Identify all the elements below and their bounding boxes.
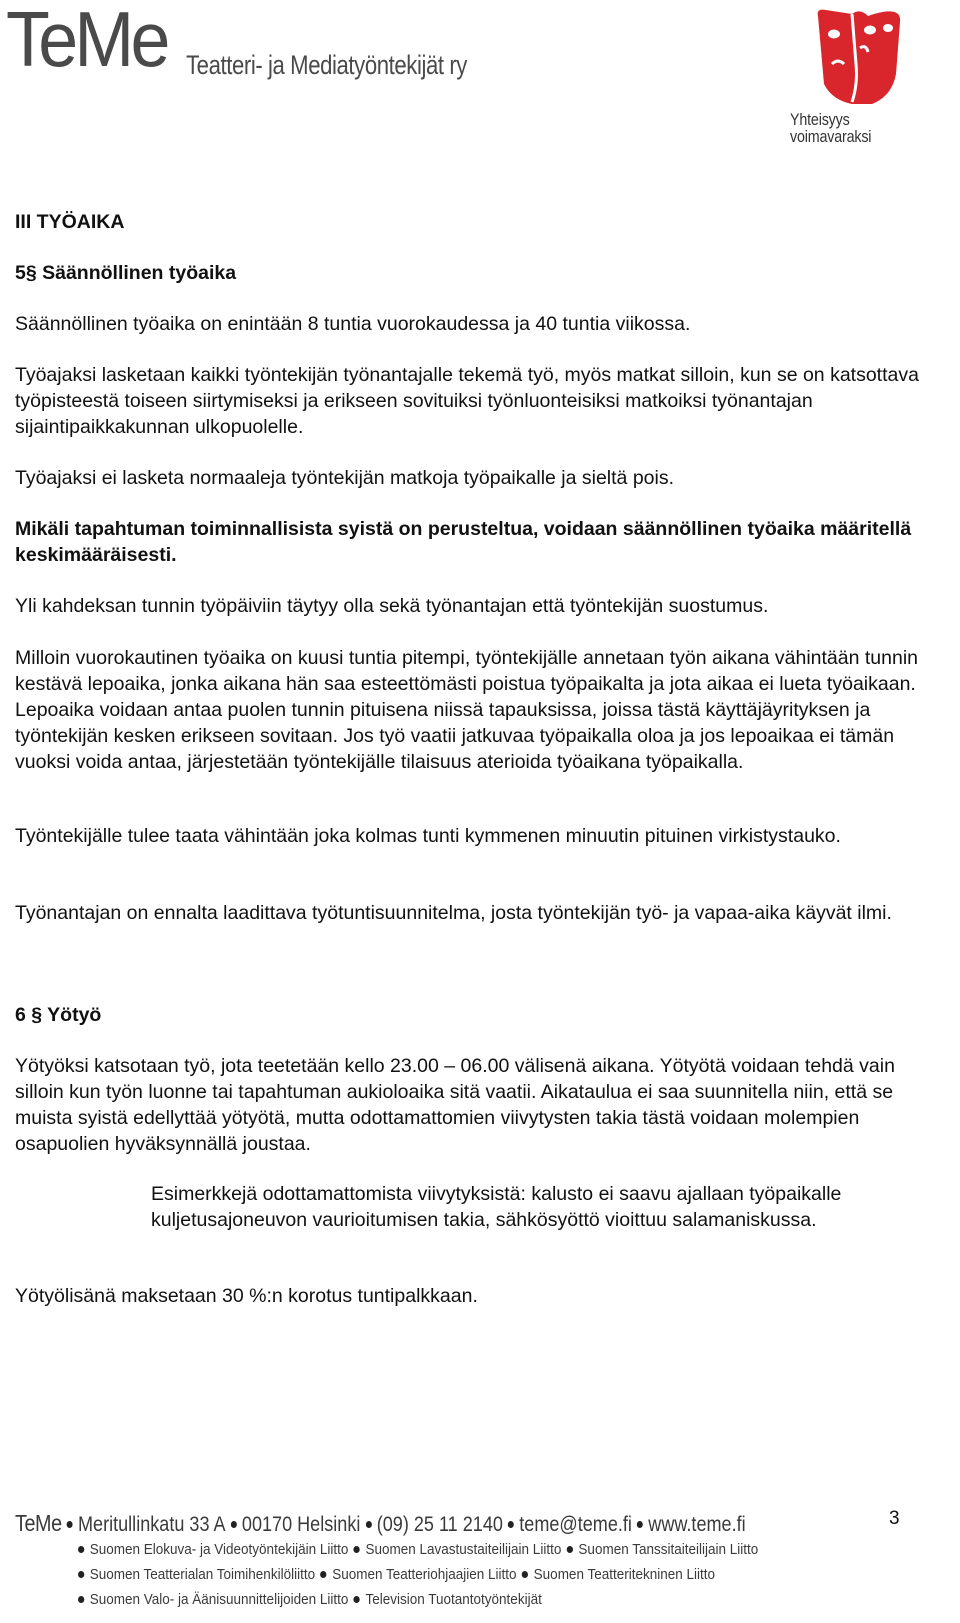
paragraph-5-text-5: Yli kahdeksan tunnin työpäiviin täytyy olla sekä työnantajan että työntekijän suostumus.: [15, 595, 769, 617]
footer-unions-line-1: [78, 1542, 758, 1557]
paragraph-6-text-2: Yötyölisänä maksetaan 30 %:n korotus tuntipalkkaan.: [15, 1285, 478, 1307]
footer-brand: TeMe: [15, 1510, 62, 1536]
teme-logo-wordmark: TeMe: [6, 0, 167, 83]
paragraph-5-text-8: Työnantajan on ennalta laadittava työtuntisuunnitelma, josta työntekijän työ- ja vapaa-aika käyvät ilmi.: [15, 902, 892, 924]
theatre-masks-emblem-icon: [812, 4, 906, 108]
paragraph-5-title: 5§ Säännöllinen työaika: [15, 262, 237, 284]
footer-phone: (09) 25 11 2140: [376, 1513, 503, 1536]
paragraph-5-text-7: Työntekijälle tulee taata vähintään joka kolmas tunti kymmenen minuutin pituinen virkistystauko.: [15, 825, 841, 847]
bullet-icon: [67, 1521, 73, 1528]
footer-email[interactable]: teme@teme.fi: [519, 1513, 632, 1536]
paragraph-6-text-1: Yötyöksi katsotaan työ, jota teetetään kello 23.00 – 06.00 välisenä aikana. Yötyötä voidaan tehdä vain silloin kun työn luonne tai tapahtuman aukioloaika sitä vaatii. Aikataulua ei saa suunnitella niin, että se muista syistä edellyttää yötyötä, mutta odottamattomien viivytysten takia tästä voidaan molempien osapuolien hyväksynnällä joustaa.: [15, 1055, 895, 1155]
union-name: Suomen Tanssitaiteilijain Liitto: [578, 1541, 759, 1558]
union-name: Suomen Lavastustaiteilijain Liitto: [365, 1541, 562, 1558]
paragraph-6-title: 6 § Yötyö: [15, 1004, 102, 1026]
footer-unions-line-2: [78, 1567, 715, 1582]
bullet-icon: [366, 1521, 372, 1528]
page-number: 3: [889, 1508, 900, 1529]
union-name: Suomen Teatterialan Toimihenkilöliitto: [89, 1566, 316, 1583]
footer-postal: 00170 Helsinki: [241, 1513, 361, 1536]
footer-address: Meritullinkatu 33 A: [77, 1513, 226, 1536]
union-name: Suomen Elokuva- ja Videotyöntekijäin Liitto: [89, 1541, 349, 1558]
section-heading: III TYÖAIKA: [15, 211, 125, 233]
bullet-icon: [354, 1596, 360, 1603]
footer-contact-line: [15, 1512, 746, 1535]
paragraph-5-text-2: Työajaksi lasketaan kaikki työntekijän työnantajalle tekemä työ, myös matkat silloin, kun se on katsottava työpisteestä toiseen siirtymiseksi ja erikseen sovituiksi työnluonteisiksi matkoiksi työnantajan sijaintipaikkakunnan ulkopuolelle.: [15, 364, 919, 438]
bullet-icon: [78, 1546, 84, 1553]
union-name: Suomen Valo- ja Äänisuunnittelijoiden Liitto: [89, 1591, 349, 1608]
paragraph-5-text-3: Työajaksi ei lasketa normaaleja työntekijän matkoja työpaikalle ja sieltä pois.: [15, 467, 675, 489]
bullet-icon: [637, 1521, 643, 1528]
footer-web[interactable]: www.teme.fi: [648, 1513, 746, 1536]
bullet-icon: [320, 1571, 326, 1578]
union-name: Suomen Teatteritekninen Liitto: [533, 1566, 716, 1583]
bullet-icon: [508, 1521, 514, 1528]
paragraph-5-text-6: Milloin vuorokautinen työaika on kuusi tuntia pitempi, työntekijälle annetaan työn aikana vähintään tunnin kestävä lepoaika, jonka aikana hän saa esteettömästi poistua työpaikalta ja jota aikaa ei lueta työaikaan. Lepoaika voidaan antaa puolen tunnin pituisena niissä tapauksissa, joissa tästä käyttäjäyrityksen ja työntekijän kesken erikseen sovitaan. Jos työ vaatii jatkuvaa työpaikalla oloa ja jos lepoaikaa ei tämän vuoksi voida antaa, järjestetään työntekijälle tilaisuus aterioida työaikana työpaikalla.: [15, 647, 918, 773]
bullet-icon: [78, 1571, 84, 1578]
union-name: Television Tuotantotyöntekijät: [365, 1591, 542, 1608]
footer-unions-line-3: [78, 1592, 542, 1607]
paragraph-5-text-1: Säännöllinen työaika on enintään 8 tuntia vuorokaudessa ja 40 tuntia viikossa.: [15, 313, 691, 335]
organization-name: Teatteri- ja Mediatyöntekijät ry: [186, 50, 467, 80]
bullet-icon: [522, 1571, 528, 1578]
union-name: Suomen Teatteriohjaajien Liitto: [332, 1566, 517, 1583]
bullet-icon: [231, 1521, 237, 1528]
bullet-icon: [354, 1546, 360, 1553]
bullet-icon: [567, 1546, 573, 1553]
paragraph-5-text-4: Mikäli tapahtuman toiminnallisista syistä on perusteltua, voidaan säännöllinen työaika määritellä keskimääräisesti.: [15, 518, 912, 566]
example-note: Esimerkkejä odottamattomista viivytyksistä: kalusto ei saavu ajallaan työpaikalle kuljetusajoneuvon vaurioitumisen takia, sähkösyöttö vioittuu salamaniskussa.: [151, 1183, 842, 1231]
bullet-icon: [78, 1596, 84, 1603]
slogan: Yhteisyys voimavaraksi: [790, 110, 872, 146]
